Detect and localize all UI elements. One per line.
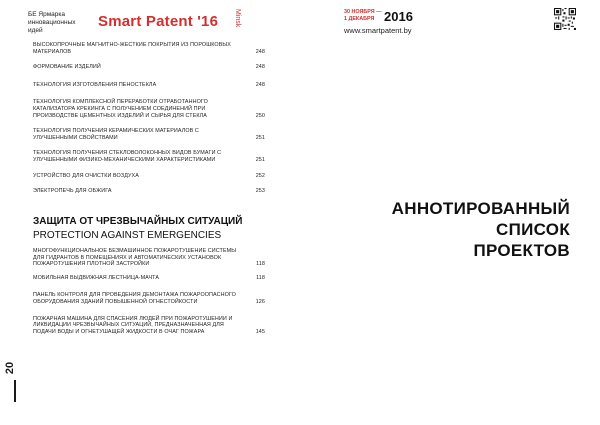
toc-item-page: 252	[255, 172, 265, 179]
toc-item-page: 248	[255, 48, 265, 55]
toc-item[interactable]	[33, 99, 265, 119]
toc-item-text: ВЫСОКОПРОЧНЫЕ МАГНИТНО-ЖЕСТКИЕ ПОКРЫТИЯ ИЗ ПОРОШКОВЫХ МАТЕРИАЛОВ	[33, 42, 231, 55]
annotated-list-title	[392, 198, 570, 261]
logo-line: инновационных	[28, 19, 76, 26]
toc-item-page: 250	[255, 112, 265, 119]
toc-item[interactable]	[33, 275, 265, 282]
brand-title: Smart Patent '16	[98, 13, 219, 30]
toc-top	[33, 42, 265, 195]
toc-item-page: 248	[255, 64, 265, 71]
section-title: ЗАЩИТА ОТ ЧРЕЗВЫЧАЙНЫХ СИТУАЦИЙ	[33, 216, 243, 227]
toc-item[interactable]	[33, 82, 265, 89]
toc-item[interactable]	[33, 42, 265, 55]
toc-item-page: 145	[255, 328, 265, 335]
brand-city: Minsk	[234, 9, 241, 28]
website-link[interactable]: www.smartpatent.by	[344, 26, 412, 35]
toc-item[interactable]	[33, 150, 265, 163]
event-year: 2016	[384, 9, 413, 24]
page-number: 20	[4, 361, 17, 375]
toc-item-text: ТЕХНОЛОГИЯ КОМПЛЕКСНОЙ ПЕРЕРАБОТКИ ОТРАБОТАННОГО КАТАЛИЗАТОРА КРЕКИНГА С ПОЛУЧЕНИЕМ СОЕДИНЕНИЙ ПРИ ПРОИЗВОДСТВЕ ЦЕМЕНТНЫХ ИЗДЕЛИЙ И СЫРЬЯ ДЛЯ СТЕКЛА	[33, 99, 208, 119]
toc-item-text: ТЕХНОЛОГИЯ ПОЛУЧЕНИЯ КЕРАМИЧЕСКИХ МАТЕРИАЛОВ С УЛУЧШЕННЫМИ СВОЙСТВАМИ	[33, 128, 199, 141]
page-divider	[14, 380, 16, 402]
toc-item-page: 248	[255, 81, 265, 88]
toc-item[interactable]	[33, 188, 265, 195]
toc-item[interactable]	[33, 64, 265, 71]
toc-item-text: ТЕХНОЛОГИЯ ИЗГОТОВЛЕНИЯ ПЕНОСТЕКЛА	[33, 81, 157, 88]
toc-item-page: 251	[255, 134, 265, 141]
logo-line: идей	[28, 27, 43, 34]
toc-item-text: ФОРМОВАНИЕ ИЗДЕЛИЙ	[33, 64, 101, 71]
toc-item[interactable]	[33, 292, 265, 305]
section-subtitle: PROTECTION AGAINST EMERGENCIES	[33, 230, 222, 241]
toc-item[interactable]	[33, 316, 265, 336]
toc-item-text: ПАНЕЛЬ КОНТРОЛЯ ДЛЯ ПРОВЕДЕНИЯ ДЕМОНТАЖА ПОЖАРООПАСНОГО ОБОРУДОВАНИЯ ЗДАНИЙ ПОВЫШЕННОЙ ОГНЕСТОЙКОСТИ	[33, 292, 236, 305]
date-line: 30 НОЯБРЯ —	[344, 9, 382, 15]
toc-item-page: 118	[256, 261, 265, 268]
toc-item[interactable]	[33, 128, 265, 141]
toc-item-page: 126	[255, 298, 265, 305]
toc-item-page: 251	[255, 156, 265, 163]
event-dates	[344, 9, 381, 23]
toc-item-text: МНОГОФУНКЦИОНАЛЬНОЕ БЕЗМАШИННОЕ ПОЖАРОТУШЕНИЕ СИСТЕМЫ ДЛЯ ГИДРАНТОВ В ПОМЕЩЕНИЯХ И АВТОМАТИЧЕСКИХ УСТАНОВОК ПОЖАРОТУШЕНИЯ ПЛОТНОЙ ЗАСТРОЙКИ	[33, 248, 237, 268]
toc-item-text: ТЕХНОЛОГИЯ ПОЛУЧЕНИЯ СТЕКЛОВОЛОКОННЫХ ВИДОВ БУМАГИ С УЛУЧШЕННЫМИ ФИЗИКО-МЕХАНИЧЕСКИМИ ХАРАКТЕРИСТИКАМИ	[33, 150, 222, 163]
toc-item-page: 118	[256, 274, 265, 281]
title-line: АННОТИРОВАННЫЙ	[391, 199, 570, 218]
toc-item-text: ПОЖАРНАЯ МАШИНА ДЛЯ СПАСЕНИЯ ЛЮДЕЙ ПРИ ПОЖАРОТУШЕНИИ И ЛИКВИДАЦИИ ЧРЕЗВЫЧАЙНЫХ СИТУАЦИЙ, ПРЕДНАЗНАЧЕННАЯ ДЛЯ ПОДАЧИ ВОДЫ И ОГНЕТУШАЩЕЙ ЖИДКОСТИ В ОЧАГ ПОЖАРА	[33, 315, 233, 335]
toc-item[interactable]	[33, 248, 265, 268]
qr-code-icon	[554, 8, 576, 30]
title-line: СПИСОК	[496, 220, 570, 239]
toc-item-page: 253	[255, 188, 265, 195]
toc-item-text: ЭЛЕКТРОПЕЧЬ ДЛЯ ОБЖИГА	[33, 188, 112, 195]
toc-bottom	[33, 248, 265, 335]
title-line: ПРОЕКТОВ	[473, 241, 570, 260]
right-page	[300, 0, 600, 425]
fair-logo	[28, 11, 98, 37]
logo-line: БЕ Ярмарка	[28, 11, 66, 18]
toc-item-text: УСТРОЙСТВО ДЛЯ ОЧИСТКИ ВОЗДУХА	[33, 172, 139, 179]
toc-item-text: МОБИЛЬНАЯ ВЫДВИЖНАЯ ЛЕСТНИЦА-МАЧТА	[33, 274, 160, 281]
toc-item[interactable]	[33, 173, 265, 180]
date-line: 1 ДЕКАБРЯ	[344, 16, 375, 22]
